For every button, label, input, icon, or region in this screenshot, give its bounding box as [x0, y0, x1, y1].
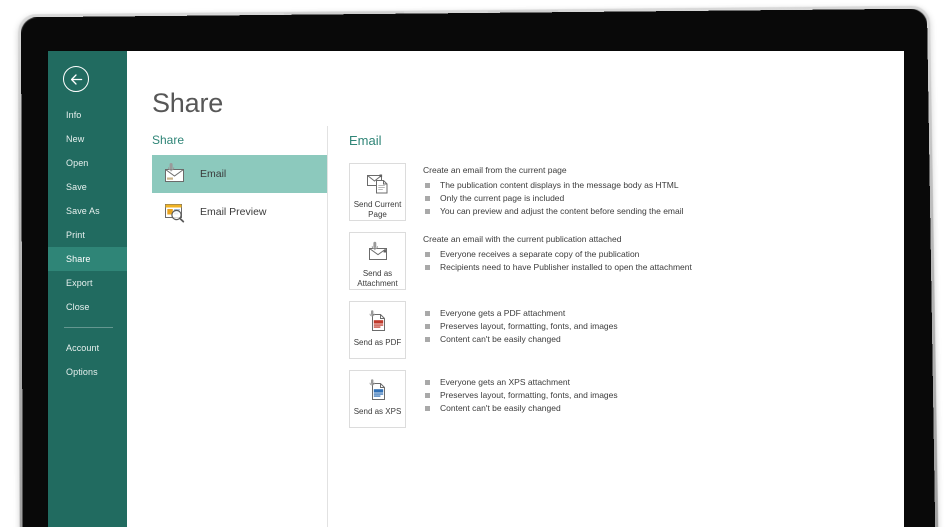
sidebar-item-label: Info [66, 110, 82, 120]
sidebar-item-label: Share [66, 254, 91, 264]
bullet-item: Everyone gets an XPS attachment [423, 376, 618, 389]
send-as-pdf-icon [363, 309, 393, 335]
send-current-page-button[interactable] [349, 163, 406, 221]
send-as-xps-button[interactable] [349, 370, 406, 428]
sidebar-item-close[interactable] [48, 295, 127, 319]
option-bullets [423, 307, 618, 346]
option-description [423, 232, 692, 290]
option-bullets [423, 179, 684, 218]
send-as-attachment-button[interactable] [349, 232, 406, 290]
option-description [423, 370, 618, 428]
option-send-as-xps [349, 370, 809, 428]
sidebar-item-label: New [66, 134, 85, 144]
option-description [423, 163, 684, 221]
backstage-navigation [48, 51, 127, 527]
bullet-item: You can preview and adjust the content before sending the email [423, 205, 684, 218]
email-envelope-icon [162, 163, 187, 185]
share-option-email-preview[interactable] [152, 193, 328, 231]
sidebar-item-label: Account [66, 343, 100, 353]
sidebar-item-export[interactable] [48, 271, 127, 295]
option-bullets [423, 376, 618, 415]
publisher-app-window [48, 51, 904, 527]
option-bullets [423, 248, 692, 274]
bullet-item: Everyone gets a PDF attachment [423, 307, 618, 320]
send-as-attachment-icon [363, 240, 393, 266]
sidebar-item-label: Export [66, 278, 93, 288]
email-preview-magnifier-icon [162, 201, 187, 223]
share-picker-list [152, 155, 328, 231]
bullet-item: Content can't be easily changed [423, 402, 618, 415]
bullet-item: Recipients need to have Publisher installed to open the attachment [423, 261, 692, 274]
share-option-label: Email Preview [200, 206, 267, 218]
send-current-page-label: Send Current Page [353, 200, 402, 219]
sidebar-item-print[interactable] [48, 223, 127, 247]
sidebar-item-new[interactable] [48, 127, 127, 151]
email-detail-column [328, 51, 904, 527]
sidebar-item-label: Print [66, 230, 86, 240]
page-title: Share [152, 88, 224, 118]
sidebar-item-options[interactable] [48, 360, 127, 384]
backstage-body [127, 51, 904, 527]
sidebar-item-save-as[interactable] [48, 199, 127, 223]
sidebar-item-share[interactable] [48, 247, 127, 271]
bullet-item: Preserves layout, formatting, fonts, and images [423, 320, 618, 333]
sidebar-item-label: Open [66, 158, 89, 168]
bullet-item: Preserves layout, formatting, fonts, and images [423, 389, 618, 402]
send-as-pdf-label: Send as PDF [353, 338, 402, 347]
send-current-page-icon [363, 171, 393, 197]
bullet-item: The publication content displays in the message body as HTML [423, 179, 684, 192]
email-section-heading: Email [349, 133, 382, 148]
option-description [423, 301, 618, 359]
bullet-item: Everyone receives a separate copy of the publication [423, 248, 692, 261]
option-send-as-attachment [349, 232, 809, 290]
sidebar-item-save[interactable] [48, 175, 127, 199]
sidebar-item-label: Save [66, 182, 87, 192]
share-option-label: Email [200, 168, 227, 180]
option-send-current-page [349, 163, 809, 221]
send-as-attachment-label: Send as Attachment [357, 269, 398, 288]
back-arrow-icon[interactable] [63, 66, 89, 92]
option-send-as-pdf [349, 301, 809, 359]
share-picker-column [127, 51, 328, 527]
share-option-email[interactable] [152, 155, 328, 193]
option-heading: Create an email from the current page [423, 165, 567, 175]
sidebar-item-label: Options [66, 367, 98, 377]
sidebar-divider [64, 327, 113, 328]
share-section-heading: Share [152, 133, 185, 147]
send-as-xps-label: Send as XPS [353, 407, 402, 416]
sidebar-item-label: Save As [66, 206, 100, 216]
option-heading: Create an email with the current publication attached [423, 234, 622, 244]
bullet-item: Content can't be easily changed [423, 333, 618, 346]
send-as-xps-icon [363, 378, 393, 404]
sidebar-item-account[interactable] [48, 336, 127, 360]
send-as-pdf-button[interactable] [349, 301, 406, 359]
backstage-nav-list [48, 103, 127, 384]
sidebar-item-open[interactable] [48, 151, 127, 175]
sidebar-item-label: Close [66, 302, 90, 312]
bullet-item: Only the current page is included [423, 192, 684, 205]
sidebar-item-info[interactable] [48, 103, 127, 127]
